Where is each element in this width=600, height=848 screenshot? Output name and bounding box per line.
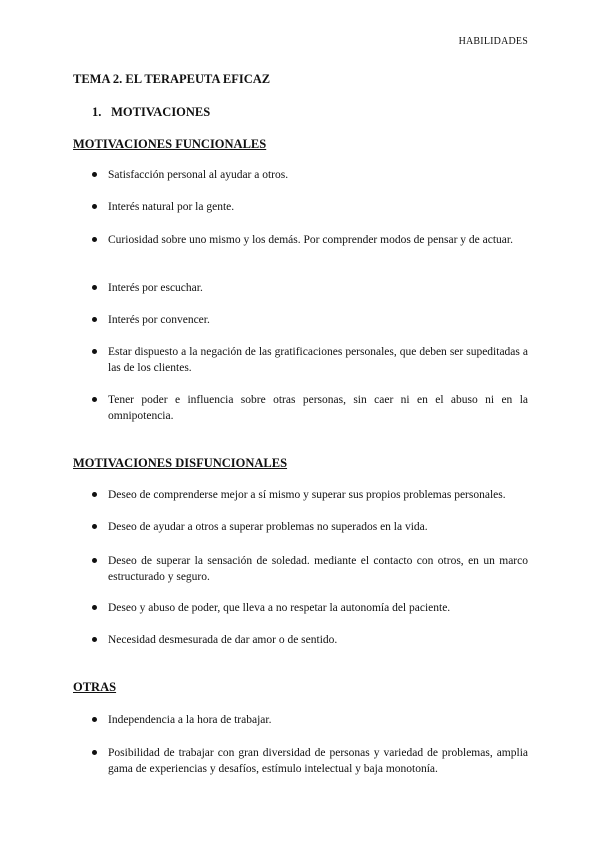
bullet-icon <box>92 637 97 642</box>
section-number-heading <box>92 105 210 120</box>
list-item: Satisfacción personal al ayudar a otros. <box>92 167 528 183</box>
list-item: Tener poder e influencia sobre otras personas, sin caer ni en el abuso ni en la omnipotencia. <box>92 392 528 424</box>
heading-text: MOTIVACIONES <box>111 105 211 119</box>
list-item: Interés por escuchar. <box>92 280 528 296</box>
list-item: Deseo de superar la sensación de soledad. mediante el contacto con otros, en un marco estructurado y seguro. <box>92 553 528 585</box>
list-item: Estar dispuesto a la negación de las gratificaciones personales, que deben ser supeditadas a las de los clientes. <box>92 344 528 376</box>
section-heading-disfuncionales: MOTIVACIONES DISFUNCIONALES <box>73 456 288 470</box>
bullet-icon <box>92 172 97 177</box>
list-item: Interés natural por la gente. <box>92 199 528 215</box>
section-heading-funcionales: MOTIVACIONES FUNCIONALES <box>73 137 267 151</box>
bullet-icon <box>92 397 97 402</box>
list-item: Deseo y abuso de poder, que lleva a no respetar la autonomía del paciente. <box>92 600 528 616</box>
bullet-icon <box>92 317 97 322</box>
list-item: Deseo de ayudar a otros a superar problemas no superados en la vida. <box>92 519 528 535</box>
bullet-icon <box>92 237 97 242</box>
list-item: Curiosidad sobre uno mismo y los demás. Por comprender modos de pensar y de actuar. <box>92 232 528 248</box>
list-item: Independencia a la hora de trabajar. <box>92 712 528 728</box>
bullet-icon <box>92 750 97 755</box>
list-item: Deseo de comprenderse mejor a sí mismo y superar sus propios problemas personales. <box>92 487 528 503</box>
page-title: TEMA 2. EL TERAPEUTA EFICAZ <box>73 72 271 86</box>
running-header: HABILIDADES <box>458 36 528 47</box>
bullet-icon <box>92 558 97 563</box>
list-item: Posibilidad de trabajar con gran diversidad de personas y variedad de problemas, amplia gama de experiencias y desafíos, estímulo intelectual y baja monotonía. <box>92 745 528 777</box>
bullet-icon <box>92 349 97 354</box>
section-heading-otras: OTRAS <box>73 680 117 694</box>
bullet-icon <box>92 285 97 290</box>
bullet-icon <box>92 524 97 529</box>
list-item: Interés por convencer. <box>92 312 528 328</box>
bullet-icon <box>92 204 97 209</box>
bullet-icon <box>92 605 97 610</box>
list-item: Necesidad desmesurada de dar amor o de sentido. <box>92 632 528 648</box>
bullet-icon <box>92 492 97 497</box>
bullet-icon <box>92 717 97 722</box>
heading-number: 1. <box>92 105 102 119</box>
